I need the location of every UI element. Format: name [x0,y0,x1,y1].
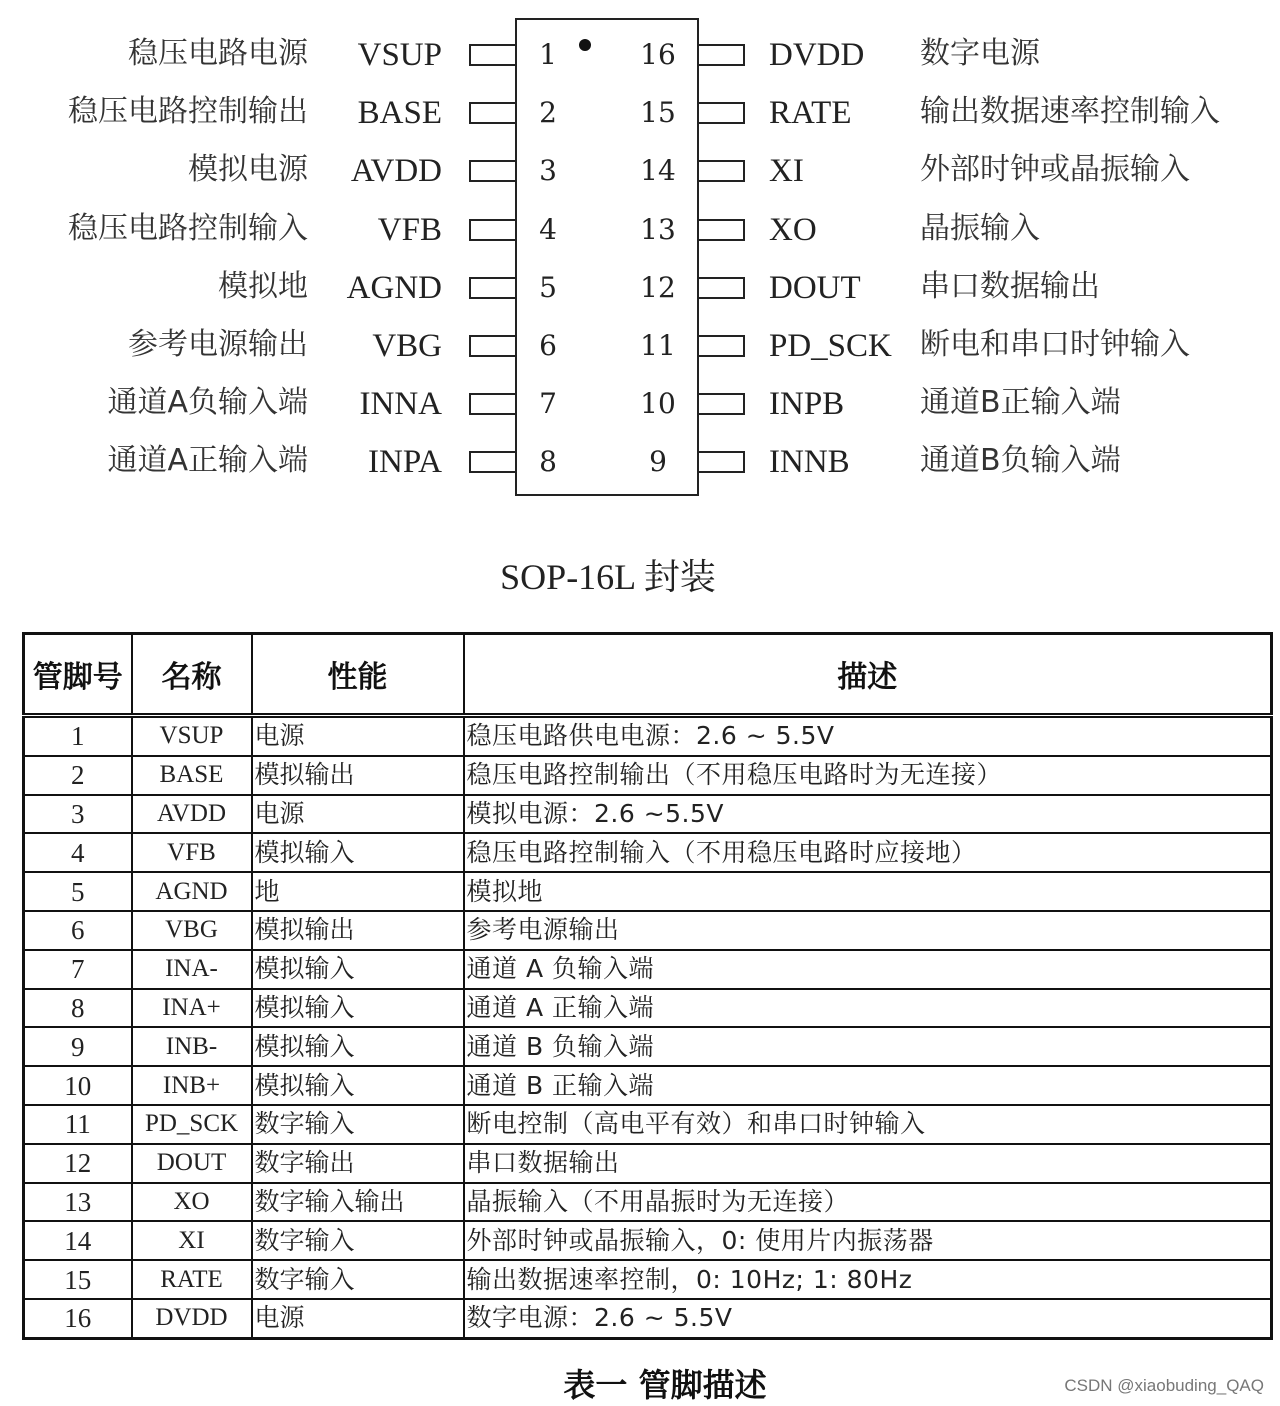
table-row [24,911,1272,950]
table-row [24,1221,1272,1260]
cell-pin-function: 数字输出 [252,1144,464,1183]
right-pin-number: 15 [640,96,676,130]
table-row [24,1260,1272,1299]
left-pin-lead [469,393,515,415]
cell-pin-function: 模拟输入 [252,989,464,1028]
table-row [24,716,1272,756]
right-pin-lead [699,160,745,182]
chip-pinout-diagram [0,0,1280,530]
right-pin-number: 14 [640,154,676,188]
left-pin-number: 4 [539,212,557,246]
cell-pin-number: 5 [24,872,132,911]
pin-row [0,326,1280,366]
left-pin-number: 7 [539,387,557,421]
table-row [24,756,1272,795]
cell-pin-number: 2 [24,756,132,795]
left-pin-name: VBG [372,328,442,364]
cell-pin-function: 模拟输出 [252,911,464,950]
cell-pin-number: 13 [24,1183,132,1222]
right-pin-number: 13 [640,212,676,246]
left-pin-description: 通道A负输入端 [107,385,308,421]
cell-pin-function: 模拟输入 [252,1027,464,1066]
cell-pin-function: 数字输入输出 [252,1183,464,1222]
cell-pin-description: 通道 B 负输入端 [464,1027,1272,1066]
cell-pin-description: 模拟电源：2.6 ~5.5V [464,795,1272,834]
right-pin-name: XI [769,153,804,190]
right-pin-lead [699,219,745,241]
right-pin-number: 16 [640,38,676,71]
cell-pin-description: 串口数据输出 [464,1144,1272,1183]
cell-pin-function: 模拟输出 [252,756,464,795]
pin-row [0,93,1280,133]
pin-row [0,384,1280,424]
table-row [24,1027,1272,1066]
right-pin-name: DVDD [769,37,865,73]
cell-pin-name: XO [132,1183,252,1222]
left-pin-number: 6 [539,329,557,362]
cell-pin-number: 9 [24,1027,132,1066]
cell-pin-name: INB- [132,1027,252,1066]
cell-pin-number: 6 [24,911,132,950]
header-pin-number: 管脚号 [24,634,132,716]
right-pin-name: DOUT [769,269,861,306]
right-pin-description: 输出数据速率控制输入 [920,94,1220,130]
cell-pin-description: 晶振输入（不用晶振时为无连接） [464,1183,1272,1222]
left-pin-description: 稳压电路电源 [128,36,308,71]
left-pin-description: 通道A正输入端 [107,443,308,479]
cell-pin-description: 外部时钟或晶振输入，0: 使用片内振荡器 [464,1221,1272,1260]
cell-pin-name: AVDD [132,795,252,834]
pin-row [0,151,1280,191]
pin-row [0,210,1280,250]
right-pin-description: 数字电源 [920,36,1040,71]
cell-pin-description: 数字电源：2.6 ~ 5.5V [464,1299,1272,1338]
table-row [24,989,1272,1028]
cell-pin-description: 输出数据速率控制，0: 10Hz; 1: 80Hz [464,1260,1272,1299]
table-row [24,795,1272,834]
cell-pin-function: 电源 [252,795,464,834]
cell-pin-function: 电源 [252,716,464,756]
cell-pin-number: 3 [24,795,132,834]
pin-description-table [22,632,1273,1340]
right-pin-number: 9 [649,445,667,479]
left-pin-description: 参考电源输出 [128,327,308,362]
cell-pin-number: 15 [24,1260,132,1299]
pin-row [0,268,1280,308]
table-row [24,950,1272,989]
cell-pin-description: 断电控制（高电平有效）和串口时钟输入 [464,1105,1272,1144]
cell-pin-function: 模拟输入 [252,833,464,872]
right-pin-name: INNB [769,444,850,481]
cell-pin-description: 稳压电路控制输出（不用稳压电路时为无连接） [464,756,1272,795]
cell-pin-name: INB+ [132,1066,252,1105]
left-pin-number: 5 [539,270,557,304]
left-pin-number: 8 [539,445,557,479]
right-pin-description: 通道B正输入端 [920,385,1121,421]
table-row [24,1183,1272,1222]
header-pin-description: 描述 [464,634,1272,716]
right-pin-name: XO [769,211,817,248]
cell-pin-name: INA+ [132,989,252,1028]
table-header-row [24,634,1272,716]
right-pin-lead [699,102,745,124]
right-pin-description: 串口数据输出 [920,268,1100,304]
cell-pin-description: 通道 A 负输入端 [464,950,1272,989]
ic-package-body [515,18,699,496]
header-pin-name: 名称 [132,634,252,716]
cell-pin-name: BASE [132,756,252,795]
left-pin-name: VFB [377,211,442,248]
right-pin-description: 断电和串口时钟输入 [920,327,1190,362]
cell-pin-description: 通道 A 正输入端 [464,989,1272,1028]
right-pin-lead [699,335,745,357]
left-pin-name: AVDD [350,153,442,190]
cell-pin-name: XI [132,1221,252,1260]
cell-pin-function: 数字输入 [252,1260,464,1299]
cell-pin-number: 7 [24,950,132,989]
left-pin-number: 2 [539,96,557,130]
cell-pin-number: 10 [24,1066,132,1105]
right-pin-lead [699,451,745,473]
cell-pin-description: 模拟地 [464,872,1272,911]
cell-pin-description: 稳压电路供电电源：2.6 ~ 5.5V [464,716,1272,756]
table-caption: 表一 管脚描述 [563,1366,767,1404]
cell-pin-number: 11 [24,1105,132,1144]
left-pin-description: 稳压电路控制输入 [68,210,308,246]
cell-pin-number: 1 [24,716,132,756]
header-pin-function: 性能 [252,634,464,716]
watermark-text: CSDN @xiaobuding_QAQ [1064,1376,1264,1395]
right-pin-name: PD_SCK [769,328,892,364]
left-pin-lead [469,160,515,182]
cell-pin-name: DVDD [132,1299,252,1338]
left-pin-description: 模拟地 [218,268,308,304]
right-pin-number: 11 [640,329,676,362]
cell-pin-name: VBG [132,911,252,950]
left-pin-name: INPA [368,444,442,481]
cell-pin-description: 通道 B 正输入端 [464,1066,1272,1105]
package-title: SOP-16L 封装 [500,557,716,597]
left-pin-lead [469,102,515,124]
right-pin-name: INPB [769,386,845,423]
cell-pin-name: AGND [132,872,252,911]
cell-pin-name: DOUT [132,1144,252,1183]
cell-pin-function: 模拟输入 [252,1066,464,1105]
pin-row [0,442,1280,482]
cell-pin-number: 16 [24,1299,132,1338]
right-pin-description: 外部时钟或晶振输入 [920,152,1190,188]
cell-pin-function: 电源 [252,1299,464,1338]
left-pin-lead [469,277,515,299]
right-pin-lead [699,44,745,66]
left-pin-number: 1 [539,38,557,71]
right-pin-number: 10 [640,387,676,421]
cell-pin-function: 模拟输入 [252,950,464,989]
cell-pin-function: 数字输入 [252,1105,464,1144]
cell-pin-name: VSUP [132,716,252,756]
cell-pin-function: 地 [252,872,464,911]
left-pin-lead [469,335,515,357]
table-row [24,1299,1272,1338]
cell-pin-name: INA- [132,950,252,989]
cell-pin-name: RATE [132,1260,252,1299]
pin-row [0,35,1280,75]
cell-pin-description: 稳压电路控制输入（不用稳压电路时应接地） [464,833,1272,872]
left-pin-description: 稳压电路控制输出 [68,94,308,130]
right-pin-number: 12 [640,270,676,304]
right-pin-description: 通道B负输入端 [920,443,1121,479]
cell-pin-number: 14 [24,1221,132,1260]
table-row [24,833,1272,872]
cell-pin-number: 4 [24,833,132,872]
cell-pin-number: 8 [24,989,132,1028]
left-pin-description: 模拟电源 [188,152,308,188]
table-row [24,1144,1272,1183]
table-row [24,1105,1272,1144]
left-pin-lead [469,219,515,241]
left-pin-lead [469,451,515,473]
right-pin-description: 晶振输入 [920,210,1040,246]
left-pin-name: BASE [357,95,442,132]
cell-pin-description: 参考电源输出 [464,911,1272,950]
table-row [24,1066,1272,1105]
cell-pin-name: VFB [132,833,252,872]
right-pin-name: RATE [769,95,852,132]
left-pin-lead [469,44,515,66]
cell-pin-number: 12 [24,1144,132,1183]
left-pin-name: VSUP [357,37,442,73]
table-row [24,872,1272,911]
left-pin-name: INNA [359,386,442,423]
right-pin-lead [699,393,745,415]
right-pin-lead [699,277,745,299]
cell-pin-name: PD_SCK [132,1105,252,1144]
left-pin-number: 3 [539,154,557,188]
cell-pin-function: 数字输入 [252,1221,464,1260]
left-pin-name: AGND [346,269,442,306]
